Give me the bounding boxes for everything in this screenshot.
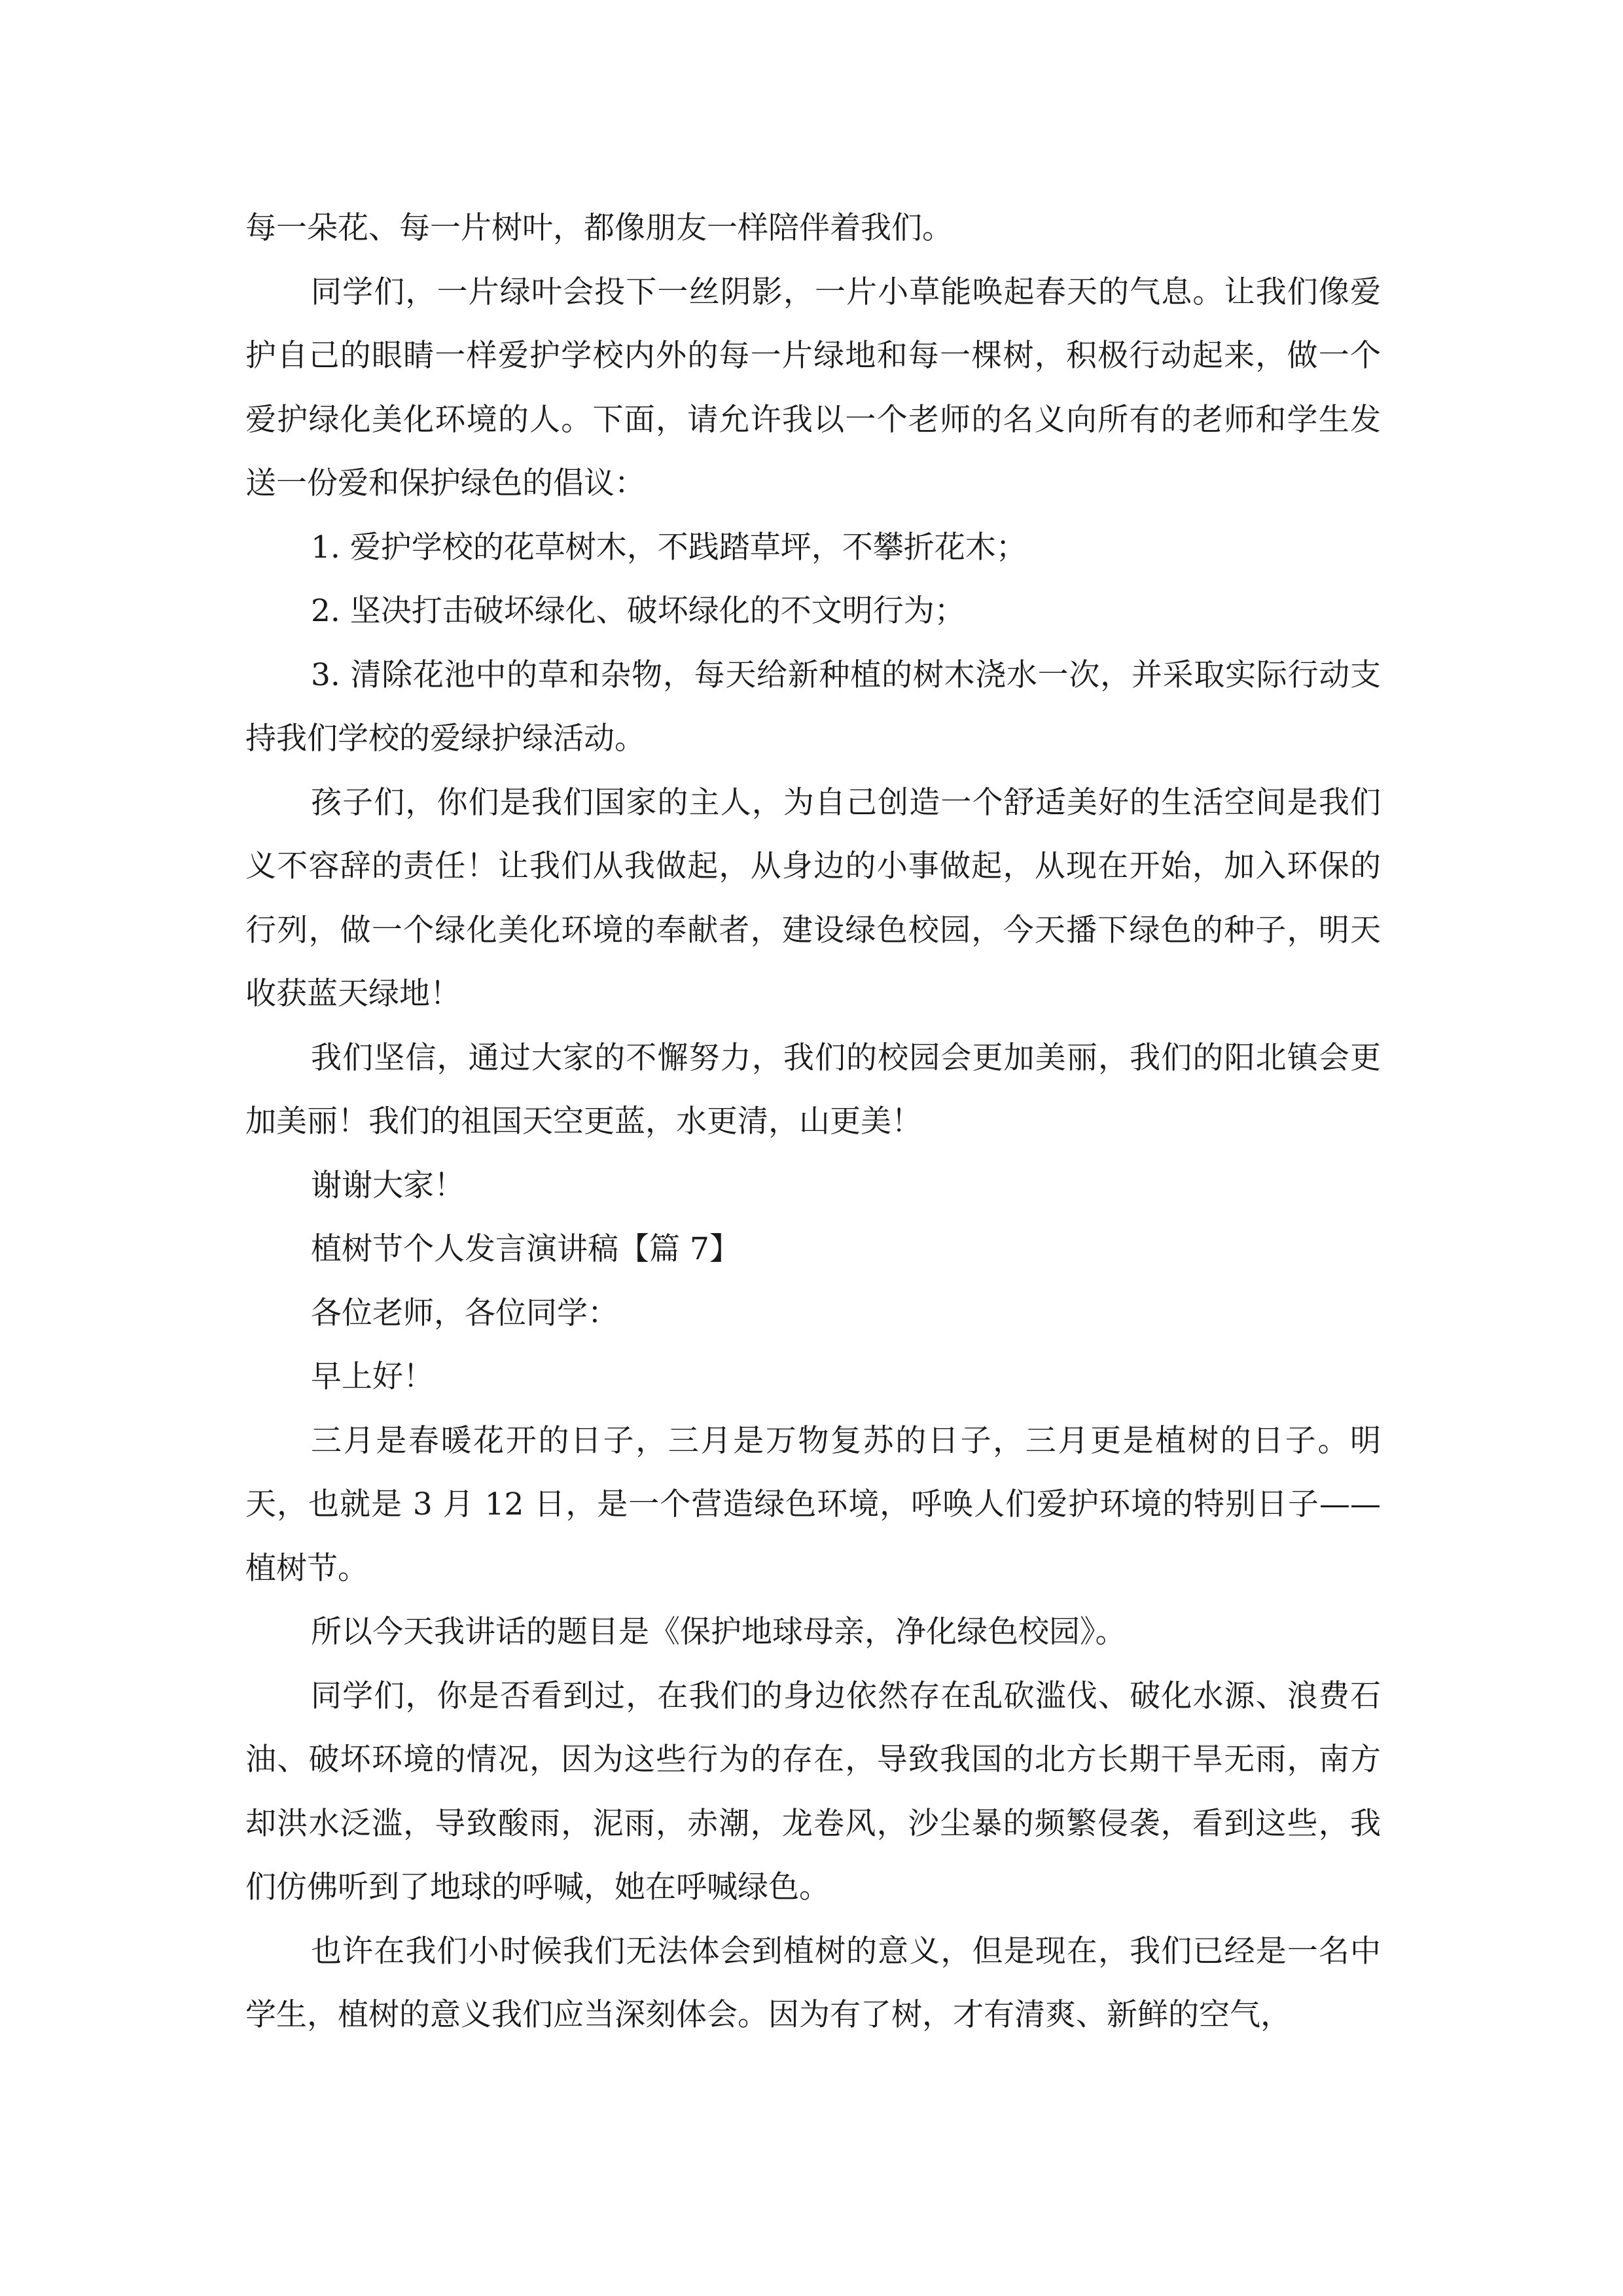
- proposal-item-3: 3. 清除花池中的草和杂物，每天给新种植的树木浇水一次，并采取实际行动支持我们学校的爱绿护绿活动。: [245, 656, 1381, 757]
- paragraph-children: 孩子们，你们是我们国家的主人，为自己创造一个舒适美好的生活空间是我们义不容辞的责任！让我们从我做起，从身边的小事做起，从现在开始，加入环保的行列，做一个绿化美化环境的奉献者，建设绿色校园，今天播下绿色的种子，明天收获蓝天绿地！: [245, 784, 1381, 1012]
- paragraph-continuation: 每一朵花、每一片树叶，都像朋友一样陪伴着我们。: [245, 210, 953, 246]
- paragraph-topic: 所以今天我讲话的题目是《保护地球母亲，净化绿色校园》。: [311, 1614, 1126, 1650]
- paragraph-march: 三月是春暖花开的日子，三月是万物复苏的日子，三月更是植树的日子。明天，也就是 3 月 12 日，是一个营造绿色环境，呼唤人们爱护环境的特别日子——植树节。: [245, 1422, 1381, 1587]
- section-heading: 植树节个人发言演讲稿【篇 7】: [311, 1231, 740, 1267]
- paragraph-belief: 我们坚信，通过大家的不懈努力，我们的校园会更加美丽，我们的阳北镇会更加美丽！我们的祖国天空更蓝，水更清，山更美！: [245, 1039, 1381, 1139]
- paragraph-green-proposal: 同学们，一片绿叶会投下一丝阴影，一片小草能唤起春天的气息。让我们像爱护自己的眼睛一样爱护学校内外的每一片绿地和每一棵树，积极行动起来，做一个爱护绿化美化环境的人。下面，请允许我以一个老师的名义向所有的老师和学生发送一份爱和保护绿色的倡议：: [245, 274, 1381, 501]
- proposal-item-2: 2. 坚决打击破坏绿化、破坏绿化的不文明行为；: [311, 593, 965, 629]
- document-body: [245, 196, 1381, 2047]
- proposal-item-1: 1. 爱护学校的花草树木，不践踏草坪，不攀折花木；: [311, 529, 1027, 565]
- paragraph-greeting: 早上好！: [311, 1359, 434, 1395]
- paragraph-meaning: 也许在我们小时候我们无法体会到植树的意义，但是现在，我们已经是一名中学生，植树的意义我们应当深刻体会。因为有了树，才有清爽、新鲜的空气，: [245, 1933, 1381, 2033]
- paragraph-salutation: 各位老师，各位同学：: [311, 1295, 618, 1331]
- paragraph-environment: 同学们，你是否看到过，在我们的身边依然存在乱砍滥伐、破化水源、浪费石油、破坏环境的情况，因为这些行为的存在，导致我国的北方长期干旱无雨，南方却洪水泛滥，导致酸雨，泥雨，赤潮，龙卷风，沙尘暴的频繁侵袭，看到这些，我们仿佛听到了地球的呼喊，她在呼喊绿色。: [245, 1677, 1381, 1905]
- paragraph-thanks: 谢谢大家！: [311, 1167, 465, 1204]
